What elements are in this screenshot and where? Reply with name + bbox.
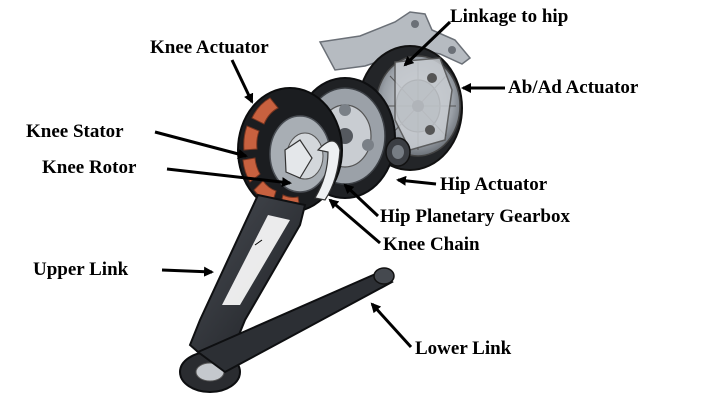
arrow-knee-chain: [330, 200, 380, 243]
label-knee-chain: Knee Chain: [383, 234, 480, 255]
label-lower-link: Lower Link: [415, 338, 512, 359]
label-ab-ad-actuator: Ab/Ad Actuator: [508, 77, 639, 98]
label-knee-stator: Knee Stator: [26, 121, 124, 142]
label-hip-actuator: Hip Actuator: [440, 174, 548, 195]
arrow-hip-actuator: [398, 180, 436, 184]
label-hip-planetary-gearbox: Hip Planetary Gearbox: [380, 206, 570, 227]
hip-linkage-plate: [395, 58, 452, 150]
label-knee-actuator: Knee Actuator: [150, 37, 269, 58]
arrow-knee-stator: [155, 132, 246, 156]
arrow-knee-actuator: [232, 60, 252, 102]
arrow-upper-link: [162, 270, 212, 272]
label-linkage-to-hip: Linkage to hip: [450, 6, 569, 27]
label-knee-rotor: Knee Rotor: [42, 157, 137, 178]
arrow-lower-link: [372, 304, 411, 347]
label-upper-link: Upper Link: [33, 259, 129, 280]
